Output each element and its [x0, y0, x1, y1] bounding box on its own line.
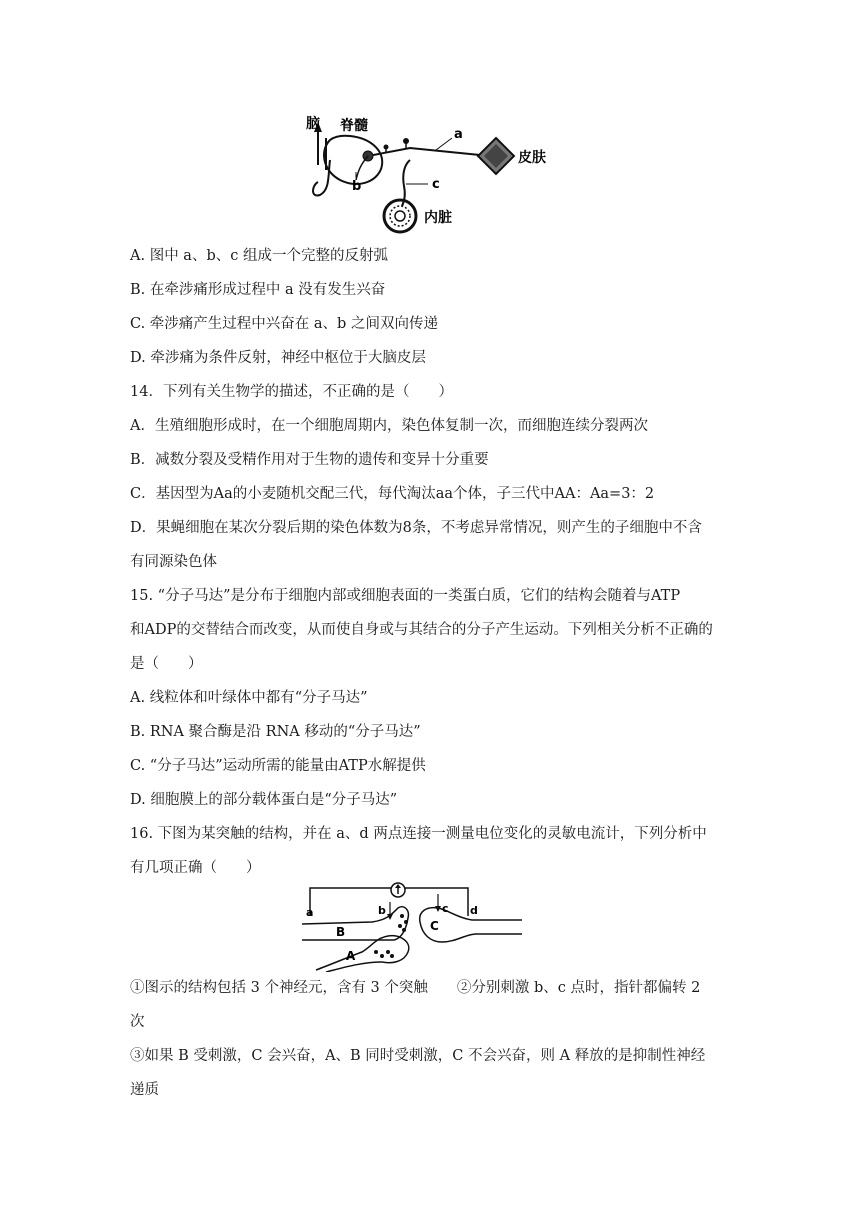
label-neuron-a: A	[346, 949, 356, 963]
label-skin: 皮肤	[518, 150, 546, 166]
label-a-point: a	[306, 906, 314, 919]
q14-option-b: B．减数分裂及受精作用对于生物的遗传和变异十分重要	[130, 452, 489, 468]
q16-stem-line1: 16. 下图为某突触的结构，并在 a、d 两点连接一测量电位变化的灵敏电流计，下列分析中	[130, 826, 707, 842]
q15-stem-line2: 和ADP的交替结合而改变，从而使自身或与其结合的分子产生运动。下列相关分析不正确的	[130, 622, 713, 638]
q13-option-c: C. 牵涉痛产生过程中兴奋在 a、b 之间双向传递	[130, 316, 438, 332]
synapse-figure	[302, 882, 522, 972]
q16-statement-3-cont: 递质	[130, 1082, 159, 1098]
q14-option-d: D．果蝇细胞在某次分裂后期的染色体数为8条，不考虑异常情况，则产生的子细胞中不含	[130, 520, 702, 536]
neuron-a-axon	[316, 936, 409, 972]
reflex-arc-figure	[300, 110, 570, 235]
label-d-point: d	[470, 904, 478, 917]
label-c: c	[432, 177, 440, 192]
label-neuron-c: C	[430, 919, 439, 933]
q15-option-b: B. RNA 聚合酶是沿 RNA 移动的“分子马达”	[130, 724, 421, 740]
label-brain: 脑	[306, 116, 320, 132]
q15-stem-line3: 是（ ）	[130, 656, 203, 672]
q15-option-d: D. 细胞膜上的部分载体蛋白是“分子马达”	[130, 792, 398, 808]
q13-option-a: A. 图中 a、b、c 组成一个完整的反射弧	[130, 248, 388, 264]
vesicles-b	[398, 914, 408, 932]
galvanometer-icon	[391, 883, 405, 897]
q16-statement-2-cont: 次	[130, 1014, 145, 1030]
label-spinal-cord: 脊髓	[340, 118, 368, 134]
q15-option-a: A. 线粒体和叶绿体中都有“分子马达”	[130, 690, 368, 706]
q14-option-a: A．生殖细胞形成时，在一个细胞周期内，染色体复制一次，而细胞连续分裂两次	[130, 418, 648, 434]
label-b: b	[352, 179, 362, 194]
q13-option-d: D. 牵涉痛为条件反射，神经中枢位于大脑皮层	[130, 350, 426, 366]
label-c-point: c	[442, 902, 449, 915]
label-a: a	[454, 127, 463, 142]
synapse-diagram	[302, 882, 522, 972]
q14-option-c: C．基因型为Aa的小麦随机交配三代，每代淘汰aa个体，子三代中AA：Aa=3：2	[130, 486, 655, 502]
vesicles-a	[374, 950, 394, 958]
label-viscera: 内脏	[424, 210, 452, 226]
q16-stem-line2: 有几项正确（ ）	[130, 860, 261, 876]
viscera-icon	[384, 200, 416, 232]
q15-option-c: C. “分子马达”运动所需的能量由ATP水解提供	[130, 758, 426, 774]
q16-statement-1-2: ①图示的结构包括 3 个神经元，含有 3 个突触 ②分别刺激 b、c 点时，指针都偏转 2	[130, 980, 701, 996]
spinal-cord-shape	[324, 136, 382, 184]
label-b-point: b	[378, 904, 386, 917]
q14-option-d-cont: 有同源染色体	[130, 554, 217, 570]
spinal-cord-lower	[313, 160, 330, 195]
q13-option-b: B. 在牵涉痛形成过程中 a 没有发生兴奋	[130, 282, 386, 298]
q15-stem-line1: 15. “分子马达”是分布于细胞内部或细胞表面的一类蛋白质，它们的结构会随着与ATP	[130, 588, 681, 604]
q14-stem: 14．下列有关生物学的描述，不正确的是（ ）	[130, 384, 453, 400]
reflex-arc-diagram	[300, 110, 570, 235]
q16-statement-3: ③如果 B 受刺激，C 会兴奋，A、B 同时受刺激，C 不会兴奋，则 A 释放的是抑制性神经	[130, 1048, 706, 1064]
skin-icon	[478, 138, 514, 174]
label-neuron-b: B	[336, 925, 346, 939]
